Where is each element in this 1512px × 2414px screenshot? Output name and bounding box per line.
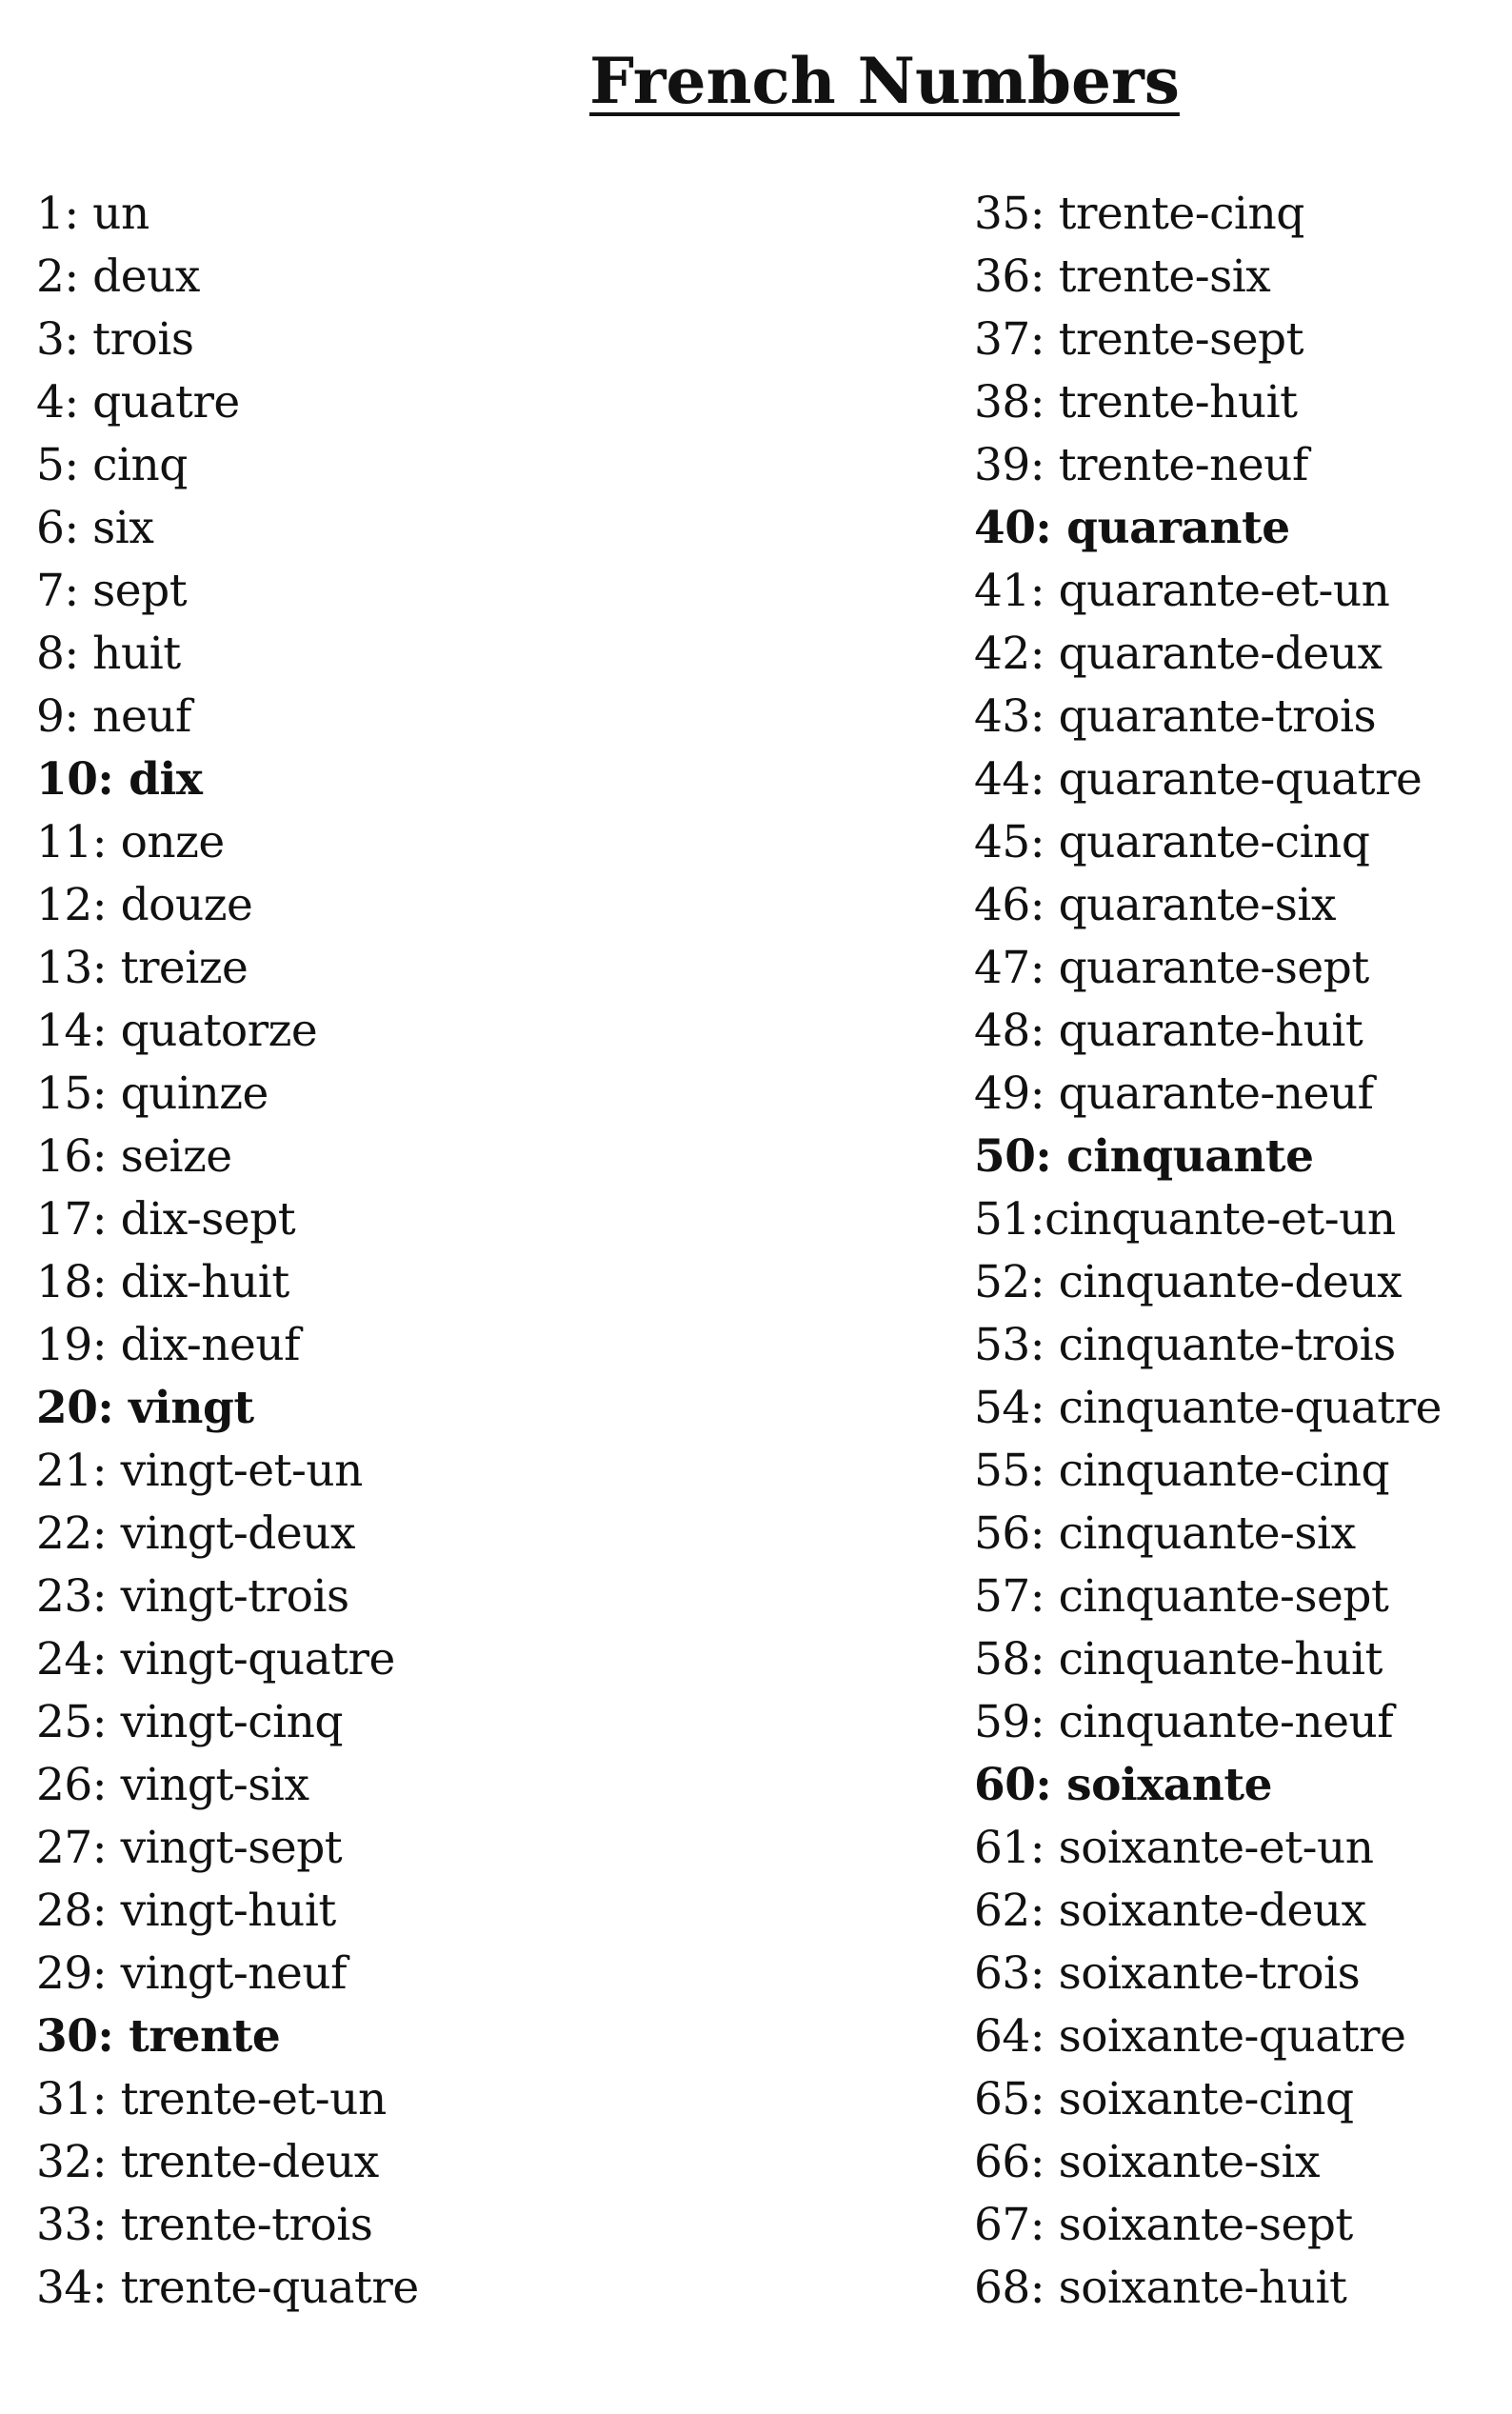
number-list-item: 20: vingt (36, 1382, 254, 1434)
number-list-item: 4: quatre (36, 376, 240, 429)
number-list-item: 54: cinquante-quatre (974, 1382, 1442, 1434)
number-list-item: 38: trente-huit (974, 376, 1298, 429)
number-list-item: 41: quarante-et-un (974, 565, 1390, 617)
number-list-item: 37: trente-sept (974, 313, 1304, 366)
number-list-item: 66: soixante-six (974, 2136, 1321, 2188)
number-list-item: 43: quarante-trois (974, 690, 1377, 743)
number-list-item: 30: trente (36, 2010, 281, 2063)
number-list-item: 42: quarante-deux (974, 628, 1383, 680)
number-list-item: 19: dix-neuf (36, 1319, 301, 1371)
number-list-item: 65: soixante-cinq (974, 2073, 1354, 2125)
number-list-item: 10: dix (36, 753, 203, 806)
number-list-item: 31: trente-et-un (36, 2073, 387, 2125)
number-list-item: 48: quarante-huit (974, 1005, 1363, 1057)
number-list-item: 34: trente-quatre (36, 2262, 419, 2314)
number-list-item: 7: sept (36, 565, 188, 617)
page-title-text: French Numbers (589, 44, 1180, 118)
number-list-item: 33: trente-trois (36, 2199, 373, 2251)
number-list-item: 23: vingt-trois (36, 1570, 349, 1623)
number-list-item: 13: treize (36, 942, 249, 994)
number-list-item: 22: vingt-deux (36, 1507, 355, 1560)
number-list-item: 17: dix-sept (36, 1193, 296, 1246)
number-list-right (974, 183, 1442, 2320)
number-list-item: 11: onze (36, 816, 225, 868)
number-list-item: 26: vingt-six (36, 1759, 309, 1811)
number-list-left (36, 183, 419, 2320)
number-list-item: 6: six (36, 502, 154, 554)
number-list-item: 24: vingt-quatre (36, 1633, 395, 1686)
number-list-item: 61: soixante-et-un (974, 1822, 1374, 1874)
number-list-item: 51:cinquante-et-un (974, 1193, 1396, 1246)
number-list-item: 44: quarante-quatre (974, 753, 1422, 806)
number-list-item: 8: huit (36, 628, 181, 680)
number-list-item: 46: quarante-six (974, 879, 1336, 931)
number-list-item: 32: trente-deux (36, 2136, 379, 2188)
number-list-item: 57: cinquante-sept (974, 1570, 1389, 1623)
number-list-item: 47: quarante-sept (974, 942, 1369, 994)
number-list-item: 9: neuf (36, 690, 191, 743)
number-list-item: 52: cinquante-deux (974, 1256, 1403, 1308)
number-list-item: 55: cinquante-cinq (974, 1445, 1390, 1497)
page-title (0, 44, 1512, 118)
number-list-item: 53: cinquante-trois (974, 1319, 1396, 1371)
number-list-item: 62: soixante-deux (974, 1885, 1366, 1937)
number-list-item: 14: quatorze (36, 1005, 318, 1057)
number-list-item: 64: soixante-quatre (974, 2010, 1406, 2063)
number-list-item: 67: soixante-sept (974, 2199, 1353, 2251)
number-list-item: 5: cinq (36, 439, 188, 491)
number-list-item: 39: trente-neuf (974, 439, 1308, 491)
number-list-item: 16: seize (36, 1130, 232, 1183)
number-list-item: 40: quarante (974, 502, 1290, 554)
number-list-item: 59: cinquante-neuf (974, 1696, 1394, 1748)
number-list-item: 25: vingt-cinq (36, 1696, 343, 1748)
number-list-item: 68: soixante-huit (974, 2262, 1347, 2314)
number-list-item: 18: dix-huit (36, 1256, 289, 1308)
number-list-item: 56: cinquante-six (974, 1507, 1356, 1560)
number-list-item: 15: quinze (36, 1067, 269, 1120)
number-list-item: 36: trente-six (974, 250, 1271, 303)
number-list-item: 27: vingt-sept (36, 1822, 343, 1874)
number-list-item: 45: quarante-cinq (974, 816, 1370, 868)
number-list-item: 1: un (36, 188, 149, 240)
number-list-item: 2: deux (36, 250, 200, 303)
number-list-item: 29: vingt-neuf (36, 1947, 348, 2000)
number-list-item: 49: quarante-neuf (974, 1067, 1374, 1120)
number-list-item: 3: trois (36, 313, 194, 366)
number-list-item: 12: douze (36, 879, 253, 931)
number-list-item: 35: trente-cinq (974, 188, 1304, 240)
number-list-item: 63: soixante-trois (974, 1947, 1361, 2000)
number-list-item: 28: vingt-huit (36, 1885, 336, 1937)
number-list-item: 58: cinquante-huit (974, 1633, 1383, 1686)
number-list-item: 60: soixante (974, 1759, 1273, 1811)
number-list-item: 21: vingt-et-un (36, 1445, 363, 1497)
number-list-item: 50: cinquante (974, 1130, 1314, 1183)
